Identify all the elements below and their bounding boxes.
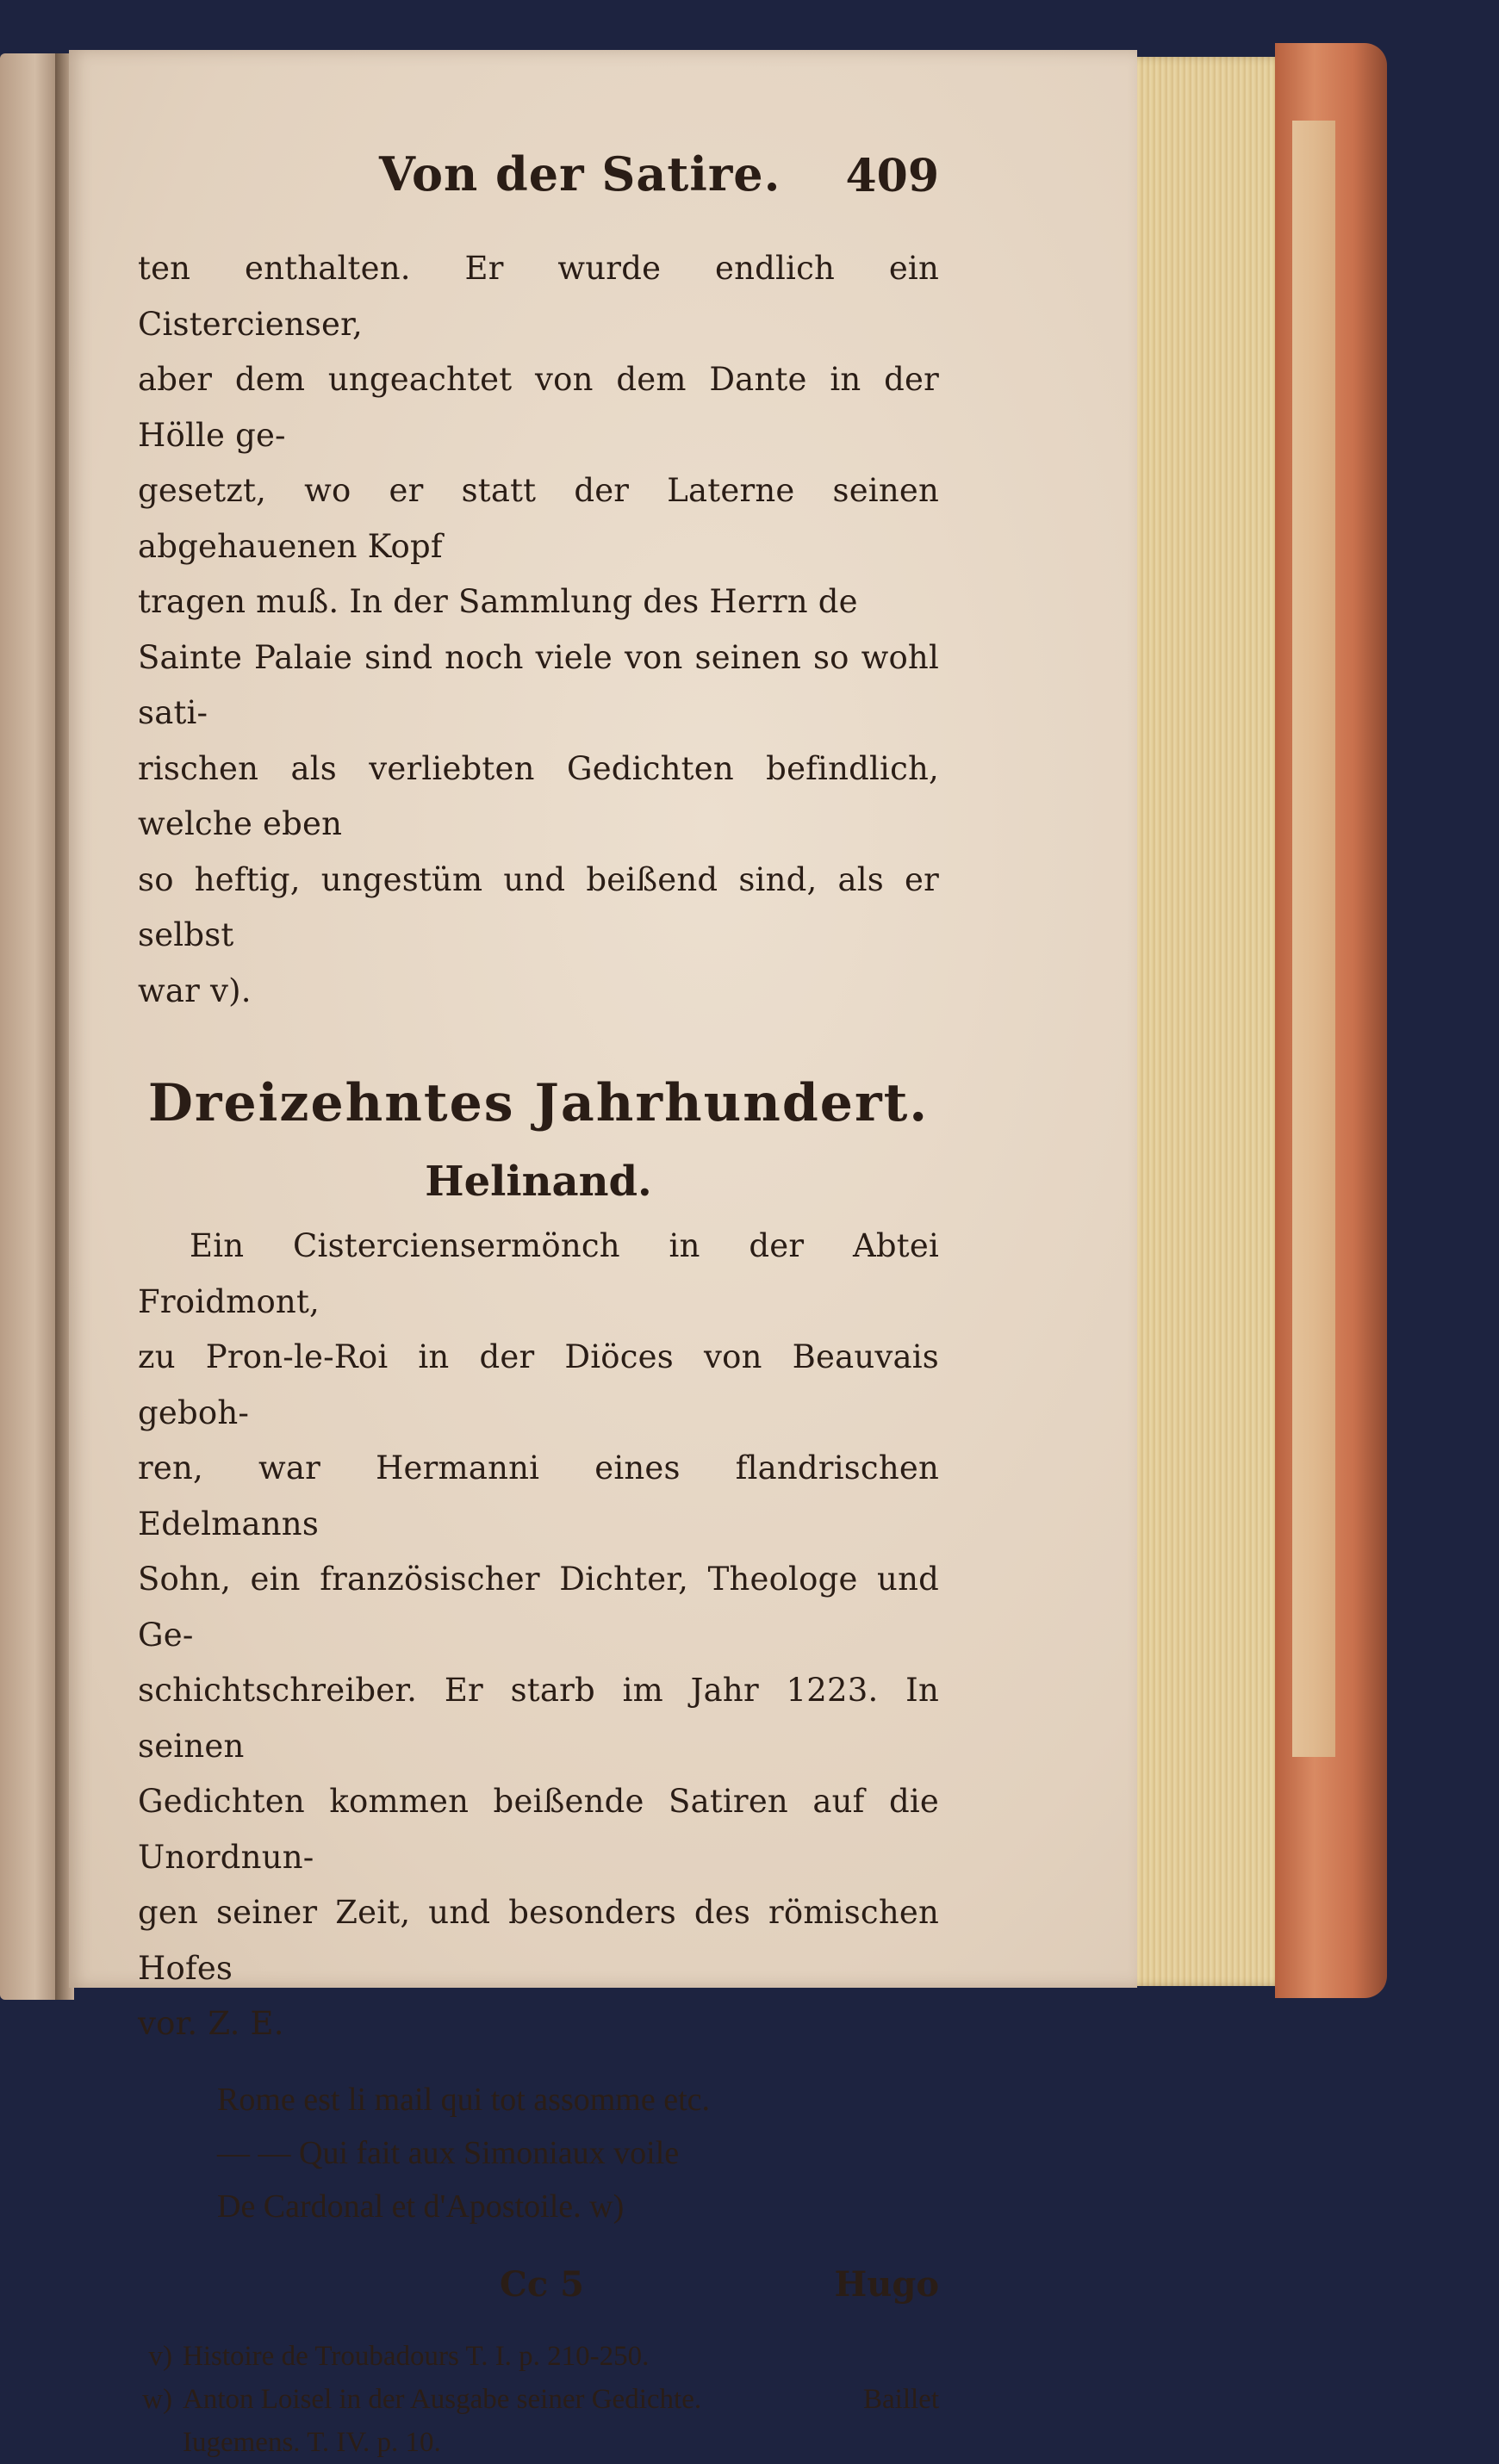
text-line: vor. Z. E.	[138, 2005, 284, 2042]
page-number: 409	[845, 150, 939, 202]
author-heading: Helinand.	[425, 1158, 652, 1206]
footnote-w	[138, 2378, 939, 2421]
text-line: war v).	[138, 971, 252, 1009]
text-line: ren, war Hermanni eines flandrischen Edelmanns	[138, 1449, 939, 1542]
signature-line	[138, 2257, 939, 2321]
text-line: gesetzt, wo er statt der Laterne seinen abgehauenen Kopf	[138, 472, 939, 565]
running-title: Von der Satire.	[379, 146, 781, 202]
signature-mark: Cc 5	[500, 2263, 584, 2305]
text-line: ten enthalten. Er wurde endlich ein Cistercienser,	[138, 250, 939, 343]
page-block-edges	[1120, 57, 1301, 1986]
text-line: Sainte Palaie sind noch viele von seinen so wohl sati-	[138, 638, 939, 731]
running-head	[138, 146, 939, 241]
text-line: zu Pron-le-Roi in der Diöces von Beauvais geboh-	[138, 1338, 939, 1431]
section-heading: Dreizehntes Jahrhundert.	[147, 1073, 930, 1133]
verse-line: — — Qui fait aux Simoniaux voile	[217, 2134, 680, 2171]
cover-inner-edge	[1292, 121, 1335, 1757]
footnote-text: Anton Loisel in der Ausgabe seiner Gedichte.	[183, 2383, 702, 2415]
footnotes	[138, 2335, 939, 2464]
footnote-mark: w)	[142, 2383, 172, 2415]
verse-line: De Cardonal et d'Apostoile. w)	[217, 2188, 625, 2225]
footnote-reference: Baillet	[863, 2383, 939, 2415]
footnote-text: Histoire de Troubadours T. I. p. 210-250.	[183, 2340, 650, 2372]
verse-line: Rome est li mail qui tot assomme etc.	[217, 2081, 711, 2118]
text-line: so heftig, ungestüm und beißend sind, als er selbst	[138, 860, 939, 953]
text-line: schichtschreiber. Er starb im Jahr 1223. In seinen	[138, 1672, 939, 1765]
footnote-continuation: Iugemens. T. IV. p. 10.	[183, 2426, 441, 2458]
text-line: Gedichten kommen beißende Satiren auf die Unordnun-	[138, 1783, 939, 1876]
text-line: Sohn, ein französischer Dichter, Theologe und Ge-	[138, 1561, 939, 1654]
left-page-edge	[0, 53, 64, 2000]
footnote-v	[138, 2335, 939, 2378]
text-line: aber dem ungeachtet von dem Dante in der Hölle ge-	[138, 361, 939, 454]
text-line: Ein Cisterciensermönch in der Abtei Froidmont,	[138, 1227, 939, 1320]
text-line: gen seiner Zeit, und besonders des römischen Hofes	[138, 1894, 939, 1987]
text-line: rischen als verliebten Gedichten befindlich, welche eben	[138, 749, 939, 842]
catchword: Hugo	[834, 2263, 939, 2305]
paragraph-continued	[138, 241, 939, 1019]
page-content	[138, 146, 939, 2464]
paragraph-helinand	[138, 1219, 939, 2052]
text-line: tragen muß. In der Sammlung des Herrn de	[138, 583, 858, 620]
footnote-mark: v)	[148, 2340, 172, 2372]
verse-quote	[217, 2073, 939, 2233]
